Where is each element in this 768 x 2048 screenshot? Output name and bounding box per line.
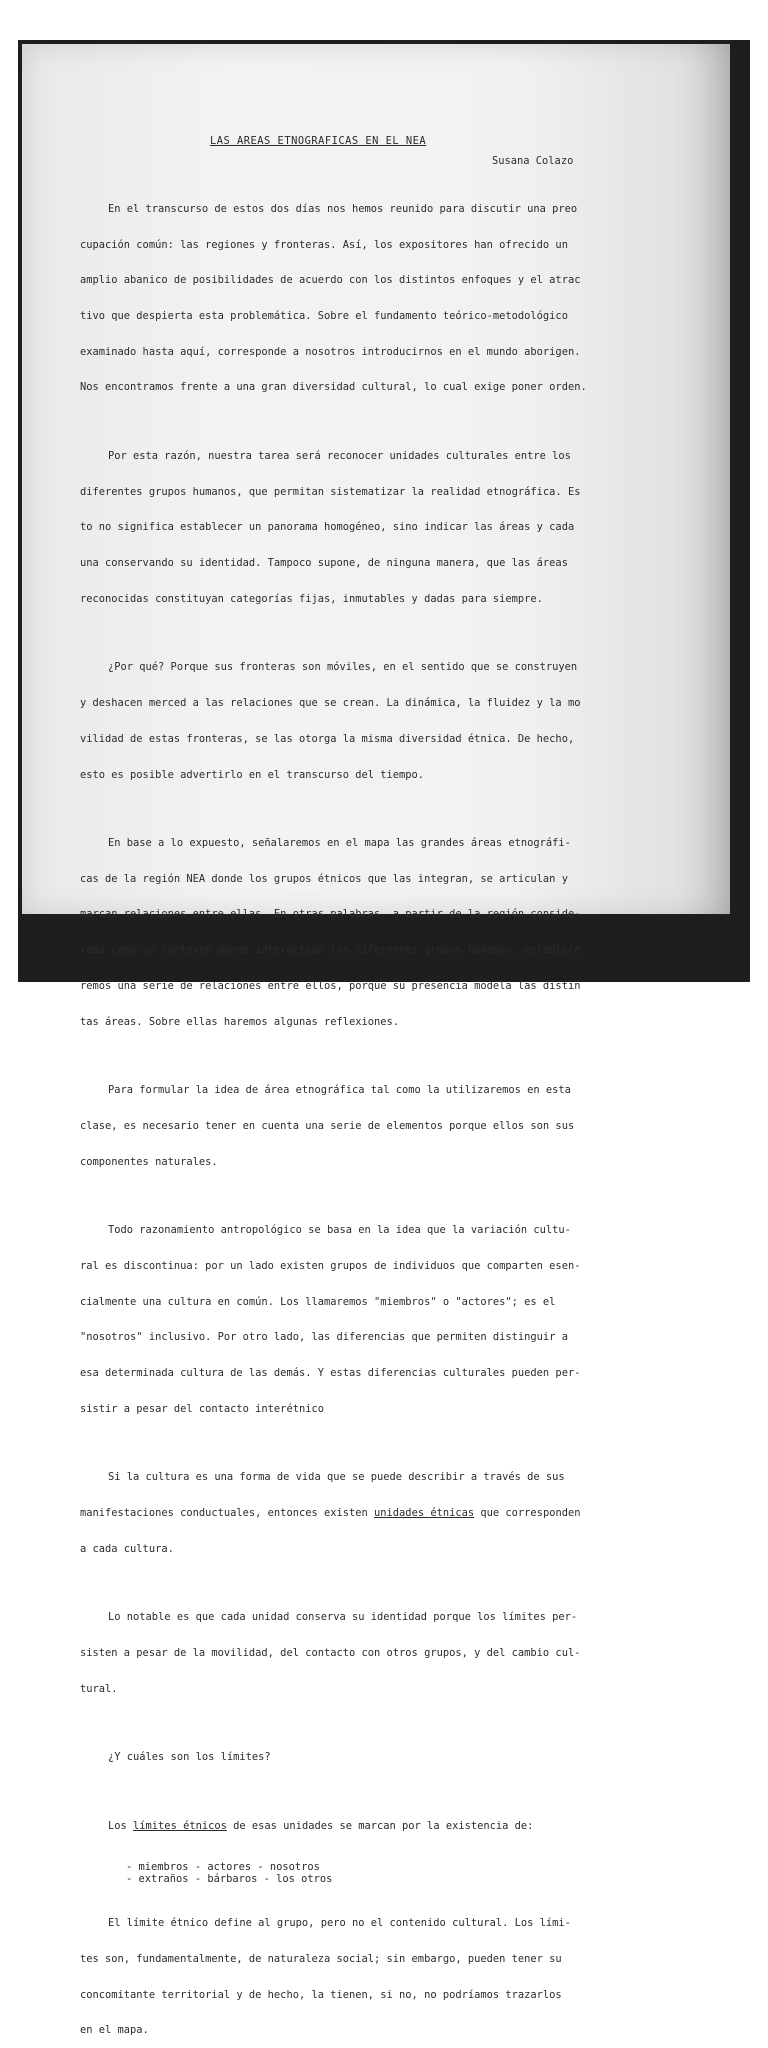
text-line: clase, es necesario tener en cuenta una serie de elementos porque ellos son sus	[80, 1119, 575, 1132]
text-line: Nos encontramos frente a una gran diversidad cultural, lo cual exige poner orden.	[80, 381, 587, 394]
list-item: - extraños - bárbaros - los otros	[126, 1873, 333, 1886]
text-line: concomitante territorial y de hecho, la tienen, si no, no podríamos trazarlos	[80, 1988, 562, 2001]
text-line: diferentes grupos humanos, que permitan sistematizar la realidad etnográfica. Es	[80, 485, 581, 498]
limits-list	[126, 1862, 632, 1886]
text-line: componentes naturales.	[80, 1155, 218, 1168]
list-item: - miembros - actores - nosotros	[126, 1861, 320, 1874]
underlined-term: límites étnicos	[133, 1819, 227, 1832]
text-line: to no significa establecer un panorama homogéneo, sino indicar las áreas y cada	[80, 521, 575, 534]
text-line: Para formular la idea de área etnográfica tal como la utilizaremos en esta	[108, 1084, 571, 1097]
text-line: ¿Por qué? Porque sus fronteras son móviles, en el sentido que se construyen	[108, 661, 578, 674]
document-author: Susana Colazo	[492, 155, 574, 167]
text-line: esto es posible advertirlo en el transcurso del tiempo.	[80, 768, 425, 781]
text-line: Lo notable es que cada unidad conserva su identidad porque los límites per-	[108, 1611, 578, 1624]
text-line: reconocidas constituyan categorías fijas, inmutables y dadas para siempre.	[80, 592, 543, 605]
underlined-term: unidades étnicas	[374, 1506, 475, 1519]
text-line: cas de la región NEA donde los grupos étnicos que las integran, se articulan y	[80, 872, 568, 885]
final-paragraph	[80, 1894, 632, 2048]
text-line: y deshacen merced a las relaciones que se crean. La dinámica, la fluidez y la mo	[80, 697, 581, 710]
text-line: esa determinada cultura de las demás. Y estas diferencias culturales pueden per-	[80, 1367, 581, 1379]
text-line: tes son, fundamentalmente, de naturaleza social; sin embargo, pueden tener su	[80, 1952, 562, 1965]
paragraph-2	[80, 427, 632, 629]
paragraph-4	[80, 814, 632, 1052]
text-line: Si la cultura es una forma de vida que se puede describir a través de sus	[108, 1471, 565, 1484]
text-line: ral es discontinua: por un lado existen grupos de individuos que comparten esen-	[80, 1259, 581, 1272]
paragraph-3	[80, 639, 632, 806]
paragraph-6	[80, 1201, 632, 1439]
paragraph-7	[80, 1448, 632, 1579]
text-line: cupación común: las regiones y fronteras. Así, los expositores han ofrecido un	[80, 238, 568, 251]
text-line: "nosotros" inclusivo. Por otro lado, las diferencias que permiten distinguir a	[80, 1331, 568, 1344]
text-line: En el transcurso de estos dos días nos hemos reunido para discutir una preo	[108, 202, 578, 215]
text-line: ¿Y cuáles son los límites?	[108, 1751, 271, 1764]
text-line: amplio abanico de posibilidades de acuerdo con los distintos enfoques y el atrac	[80, 274, 581, 287]
text-line: sisten a pesar de la movilidad, del contacto con otros grupos, y del cambio cul-	[80, 1646, 581, 1659]
text-line: una conservando su identidad. Tampoco supone, de ninguna manera, que las áreas	[80, 557, 568, 570]
text-line: a cada cultura.	[80, 1542, 174, 1555]
text-line: manifestaciones conductuales, entonces existen unidades étnicas que corresponden	[80, 1506, 581, 1519]
text-line: tas áreas. Sobre ellas haremos algunas reflexiones.	[80, 1015, 400, 1028]
document-title: LAS AREAS ETNOGRAFICAS EN EL NEA	[210, 135, 427, 147]
text-line: tivo que despierta esta problemática. Sobre el fundamento teórico-metodológico	[80, 309, 568, 322]
text-line: Los límites étnicos de esas unidades se marcan por la existencia de:	[108, 1819, 534, 1832]
paragraph-1	[80, 180, 632, 418]
text-line: En base a lo expuesto, señalaremos en el mapa las grandes áreas etnográfi-	[108, 837, 571, 850]
text-line: remos una serie de relaciones entre ellos, porque su presencia modela las distin	[80, 979, 581, 992]
text-line: vilidad de estas fronteras, se las otorga la misma diversidad étnica. De hecho,	[80, 732, 575, 745]
text-line: examinado hasta aquí, corresponde a nosotros introducirnos en el mundo aborigen.	[80, 345, 581, 358]
text-line: en el mapa.	[80, 2024, 149, 2037]
paragraph-8	[80, 1588, 632, 1719]
text-line: rada como un contexto donde interactúan los diferentes grupos humanos, establece	[80, 944, 581, 957]
text-line: Por esta razón, nuestra tarea será reconocer unidades culturales entre los	[108, 449, 571, 462]
text-line: Todo razonamiento antropológico se basa en la idea que la variación cultu-	[108, 1224, 571, 1237]
paragraph-9	[80, 1728, 632, 1788]
text-line: El límite étnico define al grupo, pero no el contenido cultural. Los lími-	[108, 1917, 571, 1930]
header	[80, 135, 632, 167]
text-line: sistir a pesar del contacto interétnico	[80, 1402, 324, 1415]
text-line: marcan relaciones entre ellas. En otras palabras, a partir de la región conside-	[80, 908, 581, 921]
paragraph-10	[80, 1797, 632, 1857]
document-body	[80, 136, 632, 2048]
text-line: tural.	[80, 1682, 118, 1695]
paper-edge-shadow	[690, 44, 730, 914]
text-line: cialmente una cultura en común. Los llamaremos "miembros" o "actores"; es el	[80, 1295, 556, 1308]
paragraph-5	[80, 1061, 632, 1192]
